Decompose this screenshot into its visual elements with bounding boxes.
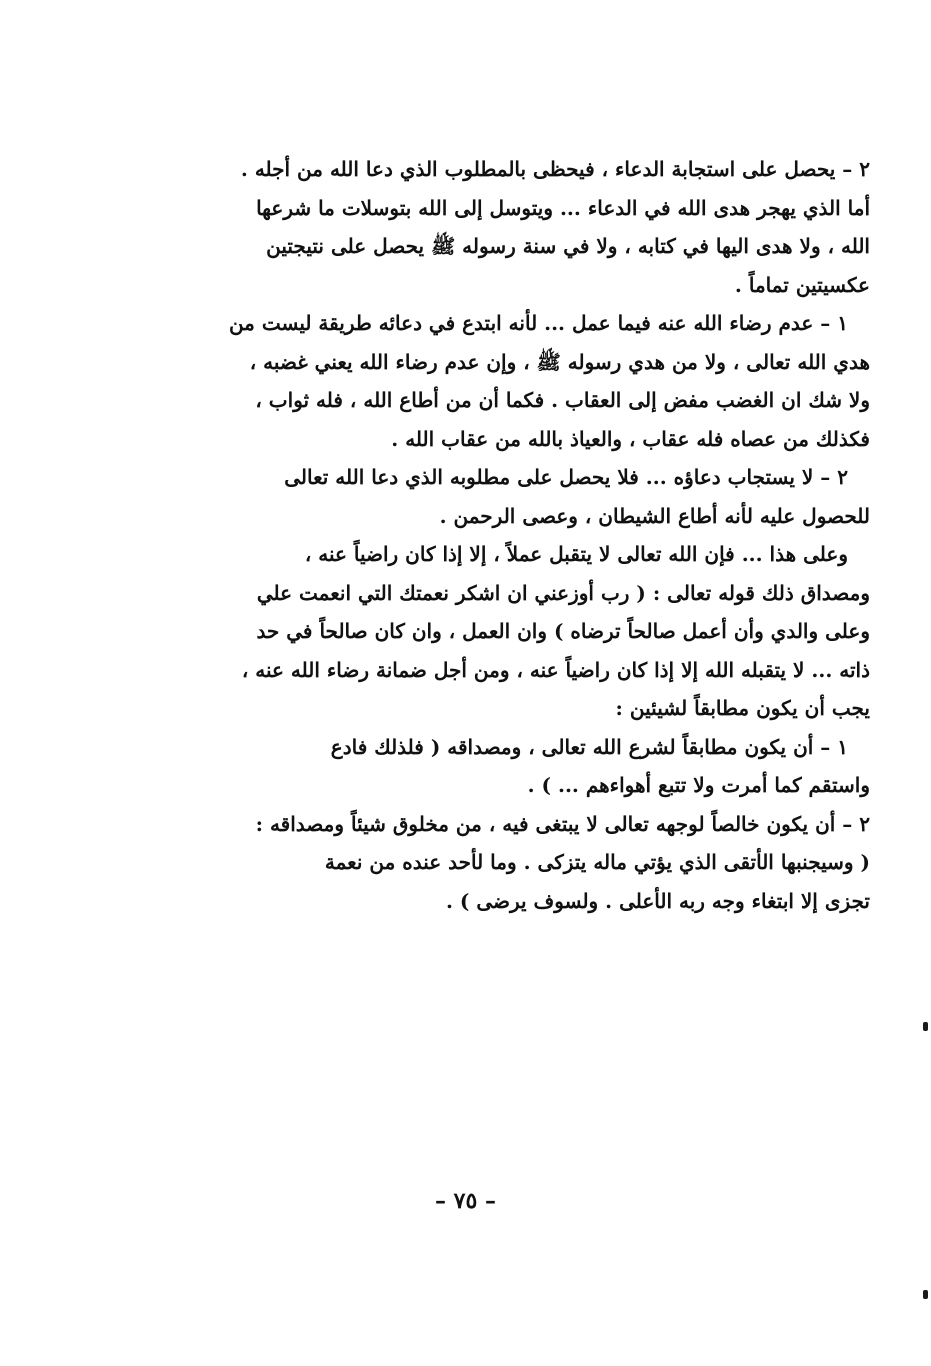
scan-speck — [923, 1022, 928, 1031]
text-line-14: ذاته ... لا يتقبله الله إلا إذا كان راضياً عنه ، ومن أجل ضمانة رضاء الله عنه ، — [241, 657, 870, 682]
body-text — [180, 150, 870, 920]
text-line-17: واستقم كما أمرت ولا تتبع أهواءهم ... ) . — [527, 773, 870, 797]
text-line-19: ( وسيجنبها الأتقى الذي يؤتي ماله يتزكى . وما لأحد عنده من نعمة — [324, 850, 870, 874]
text-line-10: للحصول عليه لأنه أطاع الشيطان ، وعصى الرحمن . — [439, 503, 870, 528]
text-line-13: وعلى والدي وأن أعمل صالحاً ترضاه ) وان العمل ، وان كان صالحاً في حد — [256, 619, 870, 643]
text-line-4: عكسيتين تماماً . — [734, 272, 870, 297]
text-line-15: يجب أن يكون مطابقاً لشيئين : — [615, 696, 870, 720]
text-line-7: ولا شك ان الغضب مفض إلى العقاب . فكما أن من أطاع الله ، فله ثواب ، — [255, 388, 870, 412]
text-line-9: ٢ – لا يستجاب دعاؤه ... فلا يحصل على مطلوبه الذي دعا الله تعالى — [284, 465, 848, 489]
text-line-18: ٢ – أن يكون خالصاً لوجهه تعالى لا يبتغى فيه ، من مخلوق شيئاً ومصداقه : — [255, 811, 870, 836]
text-line-1: ٢ – يحصل على استجابة الدعاء ، فيحظى بالمطلوب الذي دعا الله من أجله . — [240, 157, 870, 181]
text-line-11: وعلى هذا ... فإن الله تعالى لا يتقبل عملاً ، إلا إذا كان راضياً عنه ، — [304, 542, 848, 566]
text-line-20: تجزى إلا ابتغاء وجه ربه الأعلى . ولسوف يرضى ) . — [445, 888, 870, 913]
text-line-5: ١ – عدم رضاء الله عنه فيما عمل ... لأنه ابتدع في دعائه طريقة ليست من — [228, 311, 848, 335]
scan-speck — [923, 1290, 928, 1299]
text-line-3: الله ، ولا هدى اليها في كتابه ، ولا في سنة رسوله ﷺ يحصل على نتيجتين — [266, 234, 870, 258]
text-line-6: هدي الله تعالى ، ولا من هدي رسوله ﷺ ، وإن عدم رضاء الله يعني غضبه ، — [249, 349, 870, 374]
page-number: – ٧٥ – — [435, 1188, 496, 1214]
text-line-16: ١ – أن يكون مطابقاً لشرع الله تعالى ، ومصداقه ( فلذلك فادع — [330, 734, 848, 759]
text-line-2: أما الذي يهجر هدى الله في الدعاء ... ويتوسل إلى الله بتوسلات ما شرعها — [256, 195, 870, 220]
text-line-8: فكذلك من عصاه فله عقاب ، والعياذ بالله من عقاب الله . — [391, 426, 870, 451]
text-line-12: ومصداق ذلك قوله تعالى : ( رب أوزعني ان اشكر نعمتك التي انعمت علي — [256, 580, 870, 605]
